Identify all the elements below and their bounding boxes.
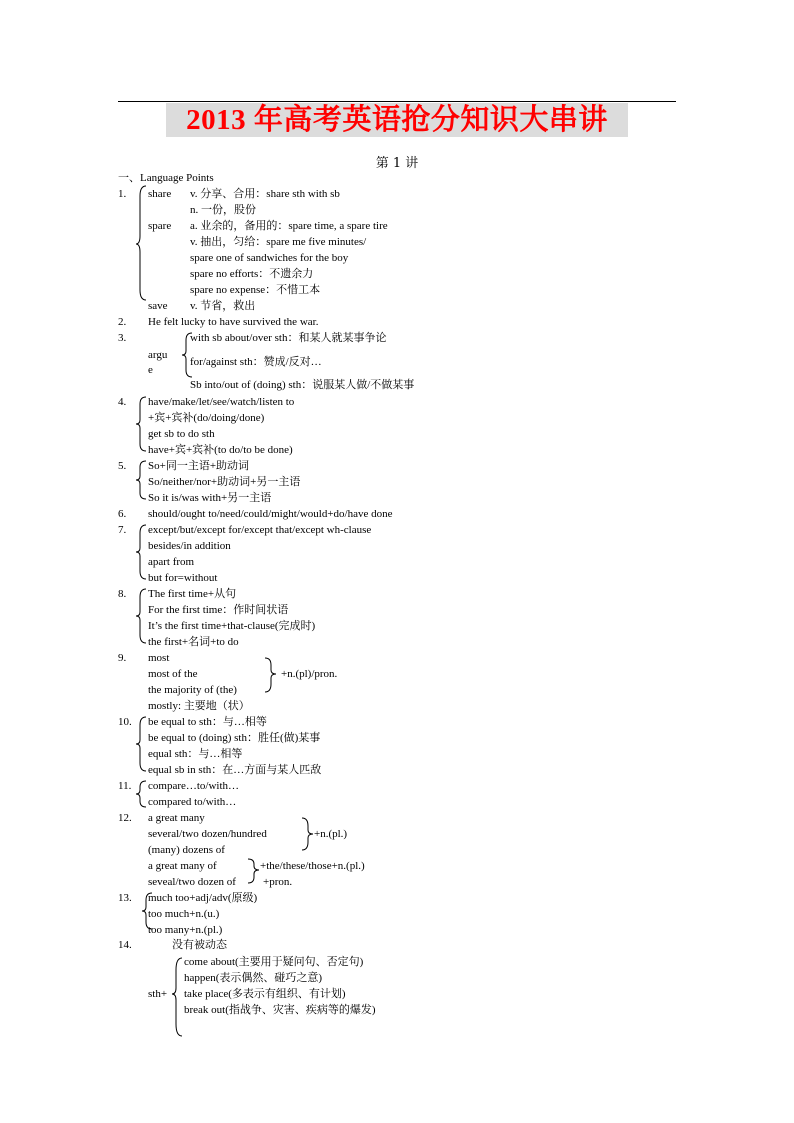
- text-line: The first time+从句: [148, 588, 237, 600]
- word-spare: spare: [148, 220, 172, 232]
- text-line: spare no expense：不惜工本: [190, 284, 321, 296]
- bracket-result: +n.(pl)/pron.: [281, 668, 338, 680]
- word-save: save: [148, 300, 168, 312]
- item-number: 14.: [118, 939, 132, 951]
- brace-item-7: [136, 525, 146, 579]
- text-line: He felt lucky to have survived the war.: [148, 316, 319, 328]
- section-heading: 一、Language Points: [118, 172, 214, 184]
- word-argue: argu: [148, 349, 168, 361]
- text-line: (many) dozens of: [148, 844, 225, 856]
- text-line: apart from: [148, 556, 195, 568]
- word-argue-tail: e: [148, 364, 153, 376]
- brace-item-8: [136, 589, 146, 643]
- page-title: 2013 年高考英语抢分知识大串讲: [166, 103, 628, 137]
- brace-item-9: [265, 658, 276, 692]
- text-line: except/but/except for/except that/except wh-clause: [148, 524, 372, 536]
- text-line: mostly: 主要地（状）: [148, 700, 250, 712]
- text-line: break out(指战争、灾害、疾病等的爆发): [184, 1004, 376, 1016]
- text-line: equal sth：与…相等: [148, 748, 243, 760]
- text-line: most of the: [148, 668, 198, 680]
- item-number: 8.: [118, 588, 127, 600]
- brace-item-11: [136, 781, 146, 807]
- word-sth: sth+: [148, 988, 168, 1000]
- text-line: have/make/let/see/watch/listen to: [148, 396, 295, 408]
- item-number: 2.: [118, 316, 127, 328]
- text-line: So+同一主语+助动词: [148, 460, 250, 472]
- bracket-result: +pron.: [263, 876, 293, 888]
- brace-item-4: [136, 397, 146, 451]
- text-line: the majority of (the): [148, 684, 237, 696]
- text-line: v. 分享、合用：share sth with sb: [190, 188, 340, 200]
- text-line: spare no efforts：不遗余力: [190, 268, 314, 280]
- text-line: be equal to (doing) sth：胜任(做)某事: [148, 732, 321, 744]
- text-line: get sb to do sth: [148, 428, 215, 440]
- brace-item-12b: [248, 859, 259, 883]
- text-line: too many+n.(pl.): [148, 924, 223, 936]
- item-number: 4.: [118, 396, 127, 408]
- header-rule: [118, 101, 676, 102]
- text-line: come about(主要用于疑问句、否定句): [184, 956, 364, 968]
- text-line: with sb about/over sth：和某人就某事争论: [190, 332, 387, 344]
- word-share: share: [148, 188, 172, 200]
- item-number: 5.: [118, 460, 127, 472]
- item-number: 13.: [118, 892, 132, 904]
- text-line: +宾+宾补(do/doing/done): [148, 412, 265, 424]
- text-line: much too+adj/adv(原级): [148, 892, 258, 904]
- text-line: for/against sth：赞成/反对…: [190, 356, 322, 368]
- text-line: the first+名词+to do: [148, 636, 239, 648]
- item-number: 9.: [118, 652, 127, 664]
- bracket-result: +n.(pl.): [314, 828, 348, 840]
- lecture-heading: 第 1 讲: [375, 156, 419, 171]
- text-line: n. 一份，股份: [190, 204, 256, 216]
- brace-item-5: [136, 461, 146, 499]
- text-line: compared to/with…: [148, 796, 237, 808]
- text-line: v. 节省，救出: [190, 300, 256, 312]
- text-line: For the first time：作时间状语: [148, 604, 289, 616]
- item-number: 3.: [118, 332, 127, 344]
- text-line: Sb into/out of (doing) sth：说服某人做/不做某事: [190, 379, 415, 391]
- text-line: a great many of: [148, 860, 217, 872]
- item-number: 6.: [118, 508, 127, 520]
- text-line: have+宾+宾补(to do/to be done): [148, 444, 293, 456]
- text-line: seveal/two dozen of: [148, 876, 236, 888]
- text-line: It’s the first time+that-clause(完成时): [148, 620, 316, 632]
- text-line: but for=without: [148, 572, 218, 584]
- text-line: too much+n.(u.): [148, 908, 220, 920]
- text-line: besides/in addition: [148, 540, 231, 552]
- text-line: should/ought to/need/could/might/would+do/have done: [148, 508, 393, 520]
- text-line: take place(多表示有组织、有计划): [184, 988, 346, 1000]
- text-line: happen(表示偶然、碰巧之意): [184, 972, 323, 984]
- brace-item-1: [136, 186, 146, 300]
- bracket-result: +the/these/those+n.(pl.): [260, 860, 365, 872]
- text-line: most: [148, 652, 170, 664]
- item-number: 11.: [118, 780, 132, 792]
- text-line: v. 抽出，匀给：spare me five minutes/: [190, 236, 367, 248]
- item-number: 7.: [118, 524, 127, 536]
- text-line: So it is/was with+另一主语: [148, 492, 272, 504]
- text-line: So/neither/nor+助动词+另一主语: [148, 476, 301, 488]
- text-line: 没有被动态: [172, 939, 227, 951]
- brace-item-12a: [302, 818, 313, 850]
- item-number: 10.: [118, 716, 132, 728]
- text-line: a great many: [148, 812, 205, 824]
- text-line: equal sb in sth：在…方面与某人匹敌: [148, 764, 322, 776]
- brace-item-10: [136, 717, 146, 771]
- brace-item-14: [172, 958, 182, 1036]
- text-line: be equal to sth：与…相等: [148, 716, 267, 728]
- item-number: 1.: [118, 188, 127, 200]
- text-line: several/two dozen/hundred: [148, 828, 267, 840]
- text-line: a. 业余的，备用的：spare time, a spare tire: [190, 220, 388, 232]
- text-line: compare…to/with…: [148, 780, 240, 792]
- item-number: 12.: [118, 812, 132, 824]
- text-line: spare one of sandwiches for the boy: [190, 252, 349, 264]
